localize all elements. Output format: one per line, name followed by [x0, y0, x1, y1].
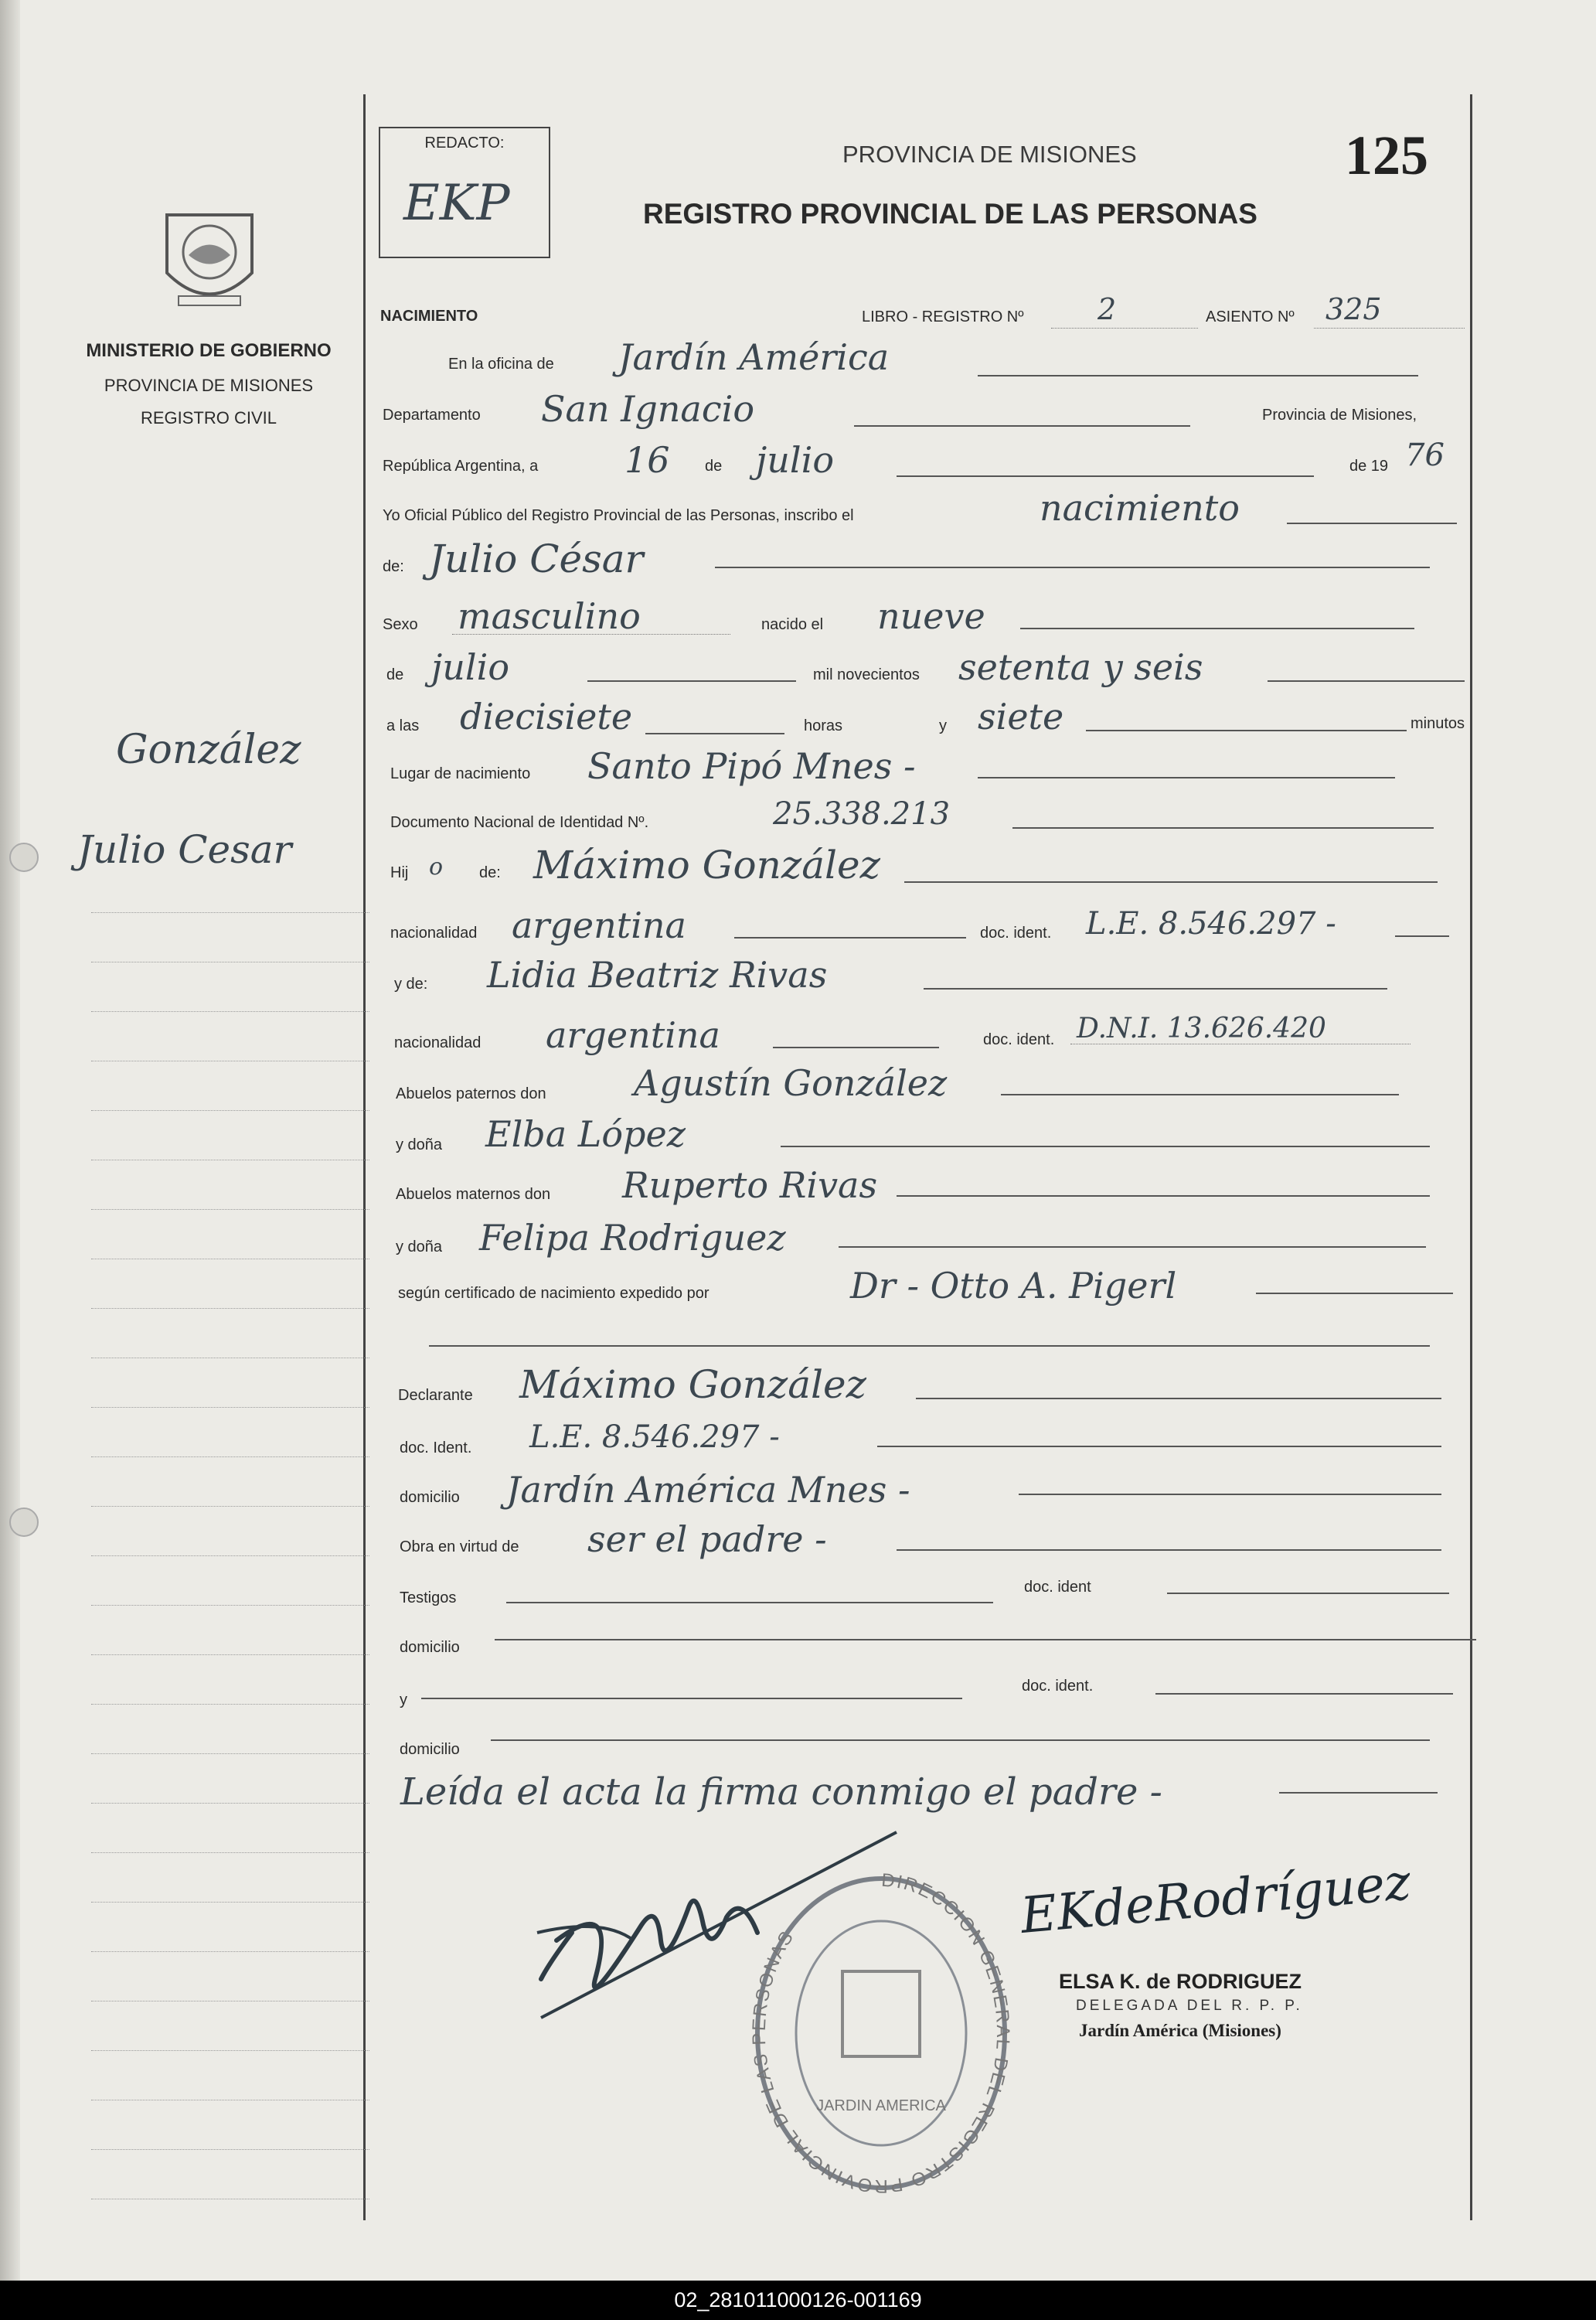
- docident-label-1: doc. ident.: [980, 925, 1052, 942]
- margin-rule: [91, 1555, 369, 1556]
- domicilio-value-1: Jardín América Mnes -: [506, 1469, 910, 1511]
- margin-rule: [91, 1605, 369, 1606]
- docident-label-5: doc. ident.: [1022, 1678, 1094, 1695]
- de-colon-label: de:: [383, 558, 404, 575]
- lugar-value: Santo Pipó Mnes -: [587, 745, 916, 787]
- frame-line-right: [1470, 94, 1472, 2220]
- abuelo-paterno: Agustín González: [634, 1062, 948, 1104]
- declarante-label: Declarante: [398, 1387, 473, 1404]
- stamp-inner-text: JARDIN AMERICA: [816, 2097, 946, 2114]
- docident-label-2: doc. ident.: [983, 1031, 1055, 1048]
- margin-rule: [91, 1803, 369, 1804]
- nacionalidad-label-1: nacionalidad: [390, 925, 478, 942]
- margin-rule: [91, 2149, 369, 2150]
- margin-surname: González: [116, 727, 301, 773]
- margin-rule: [91, 1506, 369, 1507]
- ministry-title: MINISTERIO DE GOBIERNO: [86, 340, 332, 361]
- margin-rule: [91, 1654, 369, 1655]
- father-nationality: argentina: [512, 904, 686, 946]
- ministry-province: PROVINCIA DE MISIONES: [104, 376, 314, 395]
- nacimiento-label: NACIMIENTO: [380, 308, 478, 325]
- obra-value: ser el padre -: [587, 1518, 827, 1560]
- birth-de-label: de: [386, 666, 404, 683]
- mil-label: mil novecientos: [813, 666, 920, 683]
- margin-rule: [91, 1407, 369, 1408]
- libro-label: LIBRO - REGISTRO Nº: [862, 308, 1024, 325]
- abuela-materna: Felipa Rodriguez: [479, 1217, 786, 1259]
- registry-title: REGISTRO PROVINCIAL DE LAS PERSONAS: [643, 198, 1257, 230]
- obra-label: Obra en virtud de: [400, 1538, 519, 1555]
- abuelos-maternos-label: Abuelos maternos don: [396, 1186, 551, 1203]
- binding-hole: [9, 1507, 39, 1537]
- domicilio-label-2: domicilio: [400, 1639, 460, 1656]
- sexo-value: masculino: [458, 595, 641, 637]
- lugar-label: Lugar de nacimiento: [390, 765, 531, 782]
- domicilio-label-3: domicilio: [400, 1741, 460, 1758]
- margin-rule: [91, 1704, 369, 1705]
- date-month: julio: [756, 439, 835, 481]
- abuela-paterna: Elba López: [485, 1113, 686, 1155]
- birth-month: julio: [431, 646, 510, 688]
- margin-rule: [91, 1902, 369, 1903]
- doctor-name: Dr - Otto A. Pigerl: [850, 1265, 1177, 1306]
- redacto-label: REDACTO:: [424, 135, 505, 152]
- y-dona-label-1: y doña: [396, 1136, 443, 1153]
- domicilio-label-1: domicilio: [400, 1489, 460, 1506]
- margin-rule: [91, 912, 369, 913]
- sexo-label: Sexo: [383, 616, 418, 633]
- stamp-ring-text: DIRECCION GENERAL DEL REGISTRO PROVINCIAL DE LAS PERSONAS: [748, 1869, 1014, 2197]
- svg-text:DIRECCION GENERAL DEL REGISTRO: [749, 1870, 1013, 2196]
- child-name: Julio César: [429, 537, 644, 581]
- file-name-bar: 02_281011000126-001169: [0, 2281, 1596, 2320]
- mother-name: Lidia Beatriz Rivas: [487, 954, 828, 996]
- official-signature: EKdeRodríguez: [1018, 1854, 1414, 1945]
- margin-rule: [91, 2050, 369, 2051]
- hij-suffix: o: [429, 853, 444, 881]
- asiento-label: ASIENTO Nº: [1206, 308, 1295, 325]
- dni-label: Documento Nacional de Identidad Nº.: [390, 814, 649, 831]
- docident-label-4: doc. ident: [1024, 1579, 1091, 1596]
- abuelos-paternos-label: Abuelos paternos don: [396, 1085, 546, 1102]
- closing-text: Leída el acta la firma conmigo el padre -: [400, 1770, 1162, 1814]
- redacto-initials: EKP: [403, 175, 510, 232]
- official-stamp: [742, 1863, 1020, 2203]
- republica-label: República Argentina, a: [383, 458, 539, 475]
- father-doc: L.E. 8.546.297 -: [1086, 906, 1336, 942]
- margin-given-names: Julio Cesar: [77, 827, 292, 872]
- provincia-label: Provincia de Misiones,: [1262, 407, 1417, 424]
- birth-year-words: setenta y seis: [958, 646, 1203, 688]
- y-label: y: [939, 717, 947, 734]
- father-name: Máximo González: [533, 843, 880, 887]
- hour-value: diecisiete: [460, 696, 633, 738]
- hij-label: Hij: [390, 864, 409, 881]
- redacto-box: [379, 127, 550, 258]
- segun-label: según certificado de nacimiento expedido por: [398, 1285, 710, 1302]
- docident-label-3: doc. Ident.: [400, 1439, 472, 1456]
- asiento-value: 325: [1325, 292, 1382, 326]
- date-day: 16: [624, 439, 670, 481]
- nacionalidad-label-2: nacionalidad: [394, 1034, 482, 1051]
- header-province: PROVINCIA DE MISIONES: [842, 141, 1137, 168]
- official-place: Jardín América (Misiones): [1079, 2021, 1281, 2040]
- oficina-value: Jardín América: [618, 336, 890, 378]
- coat-of-arms-icon: [151, 199, 267, 323]
- official-title: DELEGADA DEL R. P. P.: [1076, 1998, 1303, 2014]
- date-de-label: de: [705, 458, 723, 475]
- minutos-label: minutos: [1411, 715, 1465, 732]
- minutes-value: siete: [978, 696, 1064, 738]
- mother-doc: D.N.I. 13.626.420: [1077, 1013, 1326, 1044]
- oficial-value: nacimiento: [1040, 487, 1240, 529]
- official-name: ELSA K. de RODRIGUEZ: [1059, 1970, 1302, 1993]
- binding-hole: [9, 843, 39, 872]
- nacido-value: nueve: [877, 595, 985, 637]
- margin-rule: [91, 1209, 369, 1210]
- date-year: 76: [1405, 438, 1445, 473]
- horas-label: horas: [804, 717, 843, 734]
- page-number: 125: [1345, 124, 1428, 186]
- abuelo-materno: Ruperto Rivas: [622, 1164, 878, 1206]
- departamento-value: San Ignacio: [541, 388, 755, 430]
- dni-value: 25.338.213: [773, 796, 951, 832]
- yde-label: y de:: [394, 976, 428, 993]
- margin-rule: [91, 1852, 369, 1853]
- oficial-label: Yo Oficial Público del Registro Provincial de las Personas, inscribo el: [383, 507, 854, 524]
- oficina-label: En la oficina de: [448, 356, 554, 373]
- departamento-label: Departamento: [383, 407, 481, 424]
- mother-nationality: argentina: [546, 1014, 720, 1056]
- margin-rule: [91, 1110, 369, 1111]
- nacido-label: nacido el: [761, 616, 824, 633]
- libro-value: 2: [1097, 292, 1117, 326]
- alas-label: a las: [386, 717, 420, 734]
- declarante-value: Máximo González: [519, 1362, 866, 1407]
- y-testigo-label: y: [400, 1691, 407, 1708]
- margin-rule: [91, 1308, 369, 1309]
- book-binding: [0, 0, 20, 2281]
- margin-rule: [91, 1951, 369, 1952]
- ministry-office: REGISTRO CIVIL: [140, 408, 277, 428]
- de-19-label: de 19: [1349, 458, 1389, 475]
- y-dona-label-2: y doña: [396, 1238, 443, 1255]
- testigos-label: Testigos: [400, 1589, 457, 1606]
- hij-de-label: de:: [479, 864, 501, 881]
- declarante-doc: L.E. 8.546.297 -: [529, 1419, 780, 1455]
- margin-rule: [91, 1753, 369, 1754]
- margin-rule: [91, 1456, 369, 1457]
- margin-rule: [91, 1011, 369, 1012]
